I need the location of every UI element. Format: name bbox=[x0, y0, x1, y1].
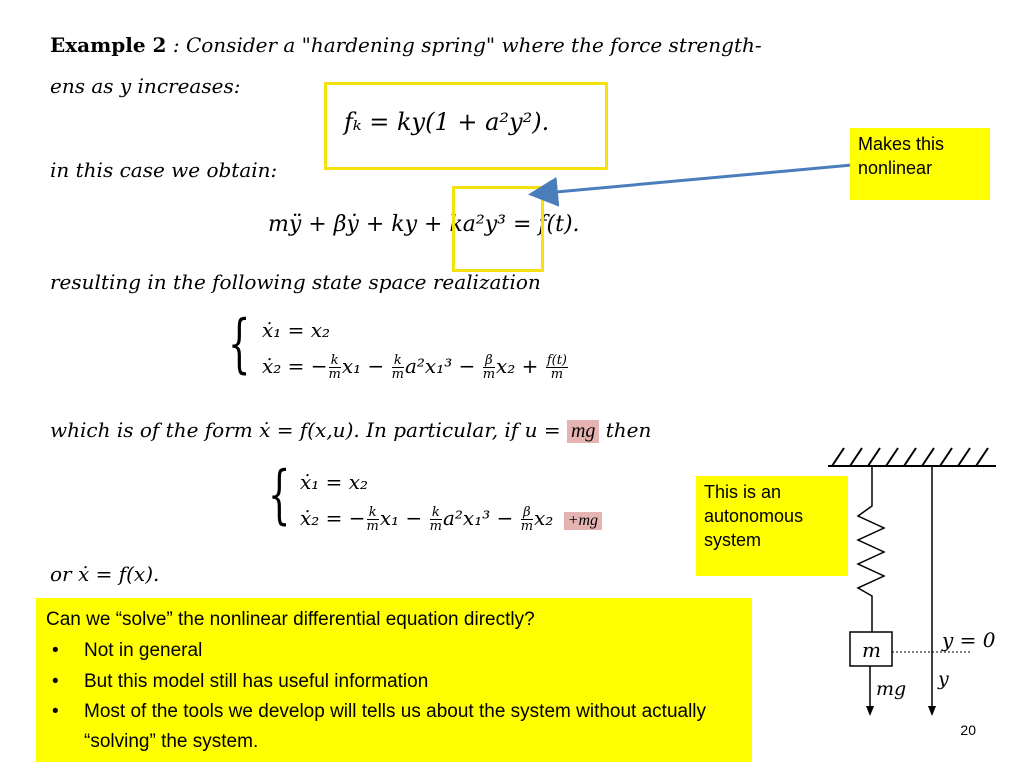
arrow-to-cubic bbox=[520, 150, 860, 210]
spring-force-equation: fₖ = ky(1 + a²y²). bbox=[344, 108, 550, 136]
frac-beta-m-2 bbox=[521, 506, 533, 533]
intro-text-2: ens as y increases: bbox=[50, 74, 241, 98]
callout-bullet-3: • Most of the tools we develop will tells us about the system without actually “solving” the system. bbox=[46, 697, 742, 757]
question-callout bbox=[36, 598, 752, 762]
frac-k-m-4 bbox=[430, 506, 442, 533]
frac-num: k bbox=[392, 354, 404, 368]
intro-text-1: Consider a "hardening spring" where the force strength- bbox=[185, 33, 762, 57]
mass-label: m bbox=[862, 638, 881, 662]
nonlinear-note bbox=[850, 128, 990, 200]
ss1-row-2 bbox=[262, 354, 569, 381]
frac-den: m bbox=[520, 519, 534, 534]
form-text: which is of the form ẋ = f(x,u). In particular, if u = bbox=[50, 418, 561, 442]
state-space-1-brace: { bbox=[228, 307, 251, 381]
ss2-row2-d: x₂ bbox=[534, 506, 554, 530]
frac-k-m-2 bbox=[392, 354, 404, 381]
spring bbox=[858, 466, 884, 632]
callout-bullet-1: • Not in general bbox=[46, 635, 742, 666]
ss2-row2-a: ẋ₂ = − bbox=[300, 506, 366, 530]
example-label: Example 2 bbox=[50, 33, 167, 57]
ss1-row2-a: ẋ₂ = − bbox=[262, 354, 328, 378]
y-zero-label: y = 0 bbox=[942, 628, 996, 652]
frac-num: β bbox=[483, 354, 495, 368]
spring-mass-diagram bbox=[826, 444, 1016, 720]
ss2-row-1: ẋ₁ = x₂ bbox=[300, 470, 369, 494]
nonlinear-note-line-1: Makes this bbox=[858, 134, 945, 154]
motion-lhs: mÿ + βẏ + ky + bbox=[268, 212, 443, 237]
frac-num: β bbox=[521, 506, 533, 520]
frac-num: f(t) bbox=[546, 353, 567, 368]
weight-label: mg bbox=[876, 678, 907, 700]
frac-num: k bbox=[430, 506, 442, 520]
frac-ft-m bbox=[546, 354, 568, 381]
mg-highlight: mg bbox=[567, 420, 599, 443]
resulting-text: resulting in the following state space realization bbox=[50, 270, 541, 294]
ss1-row-1: ẋ₁ = x₂ bbox=[262, 318, 331, 342]
frac-den: m bbox=[366, 519, 379, 534]
frac-den: m bbox=[482, 367, 496, 382]
ceiling-hatch bbox=[832, 448, 988, 466]
page-number: 20 bbox=[960, 722, 976, 738]
ss2-row2-b: x₁ − bbox=[379, 506, 423, 530]
frac-k-m-3 bbox=[367, 506, 379, 533]
plus-mg-highlight: +mg bbox=[564, 512, 602, 530]
frac-den: m bbox=[429, 519, 442, 534]
callout-bullet-2: • But this model still has useful information bbox=[46, 666, 742, 697]
state-space-2-brace: { bbox=[268, 458, 291, 532]
frac-num: k bbox=[367, 506, 379, 520]
ss2-row2-c: a²x₁³ − bbox=[442, 506, 514, 530]
frac-beta-m bbox=[483, 354, 495, 381]
frac-num: k bbox=[329, 354, 341, 368]
ss1-row2-b: x₁ − bbox=[341, 354, 385, 378]
ss1-row2-d: x₂ + bbox=[496, 354, 539, 378]
callout-question: Can we “solve” the nonlinear differential equation directly? bbox=[46, 609, 535, 630]
nonlinear-note-line-2: nonlinear bbox=[858, 158, 933, 178]
callout-bullets bbox=[46, 635, 742, 757]
autonomous-note-line-2: autonomous bbox=[704, 506, 804, 526]
intro-colon: : bbox=[172, 33, 180, 57]
y-label: y bbox=[938, 668, 949, 690]
autonomous-note-line-1: This is an bbox=[704, 482, 782, 502]
frac-den: m bbox=[550, 367, 564, 382]
in-this-case-text: in this case we obtain: bbox=[50, 158, 278, 182]
ss1-row2-c: a²x₁³ − bbox=[404, 354, 476, 378]
motion-cubic-term: ka²y³ bbox=[449, 212, 506, 237]
frac-den: m bbox=[391, 367, 404, 382]
ss2-row-2 bbox=[300, 506, 602, 533]
autonomous-note-line-3: system bbox=[704, 530, 762, 550]
form-line bbox=[50, 418, 651, 443]
then-text: then bbox=[605, 418, 652, 442]
frac-k-m-1 bbox=[329, 354, 341, 381]
frac-den: m bbox=[328, 367, 341, 382]
motion-rhs: = f(t). bbox=[512, 212, 580, 237]
or-text: or ẋ = f(x). bbox=[50, 562, 160, 586]
intro-line-1 bbox=[50, 33, 762, 57]
